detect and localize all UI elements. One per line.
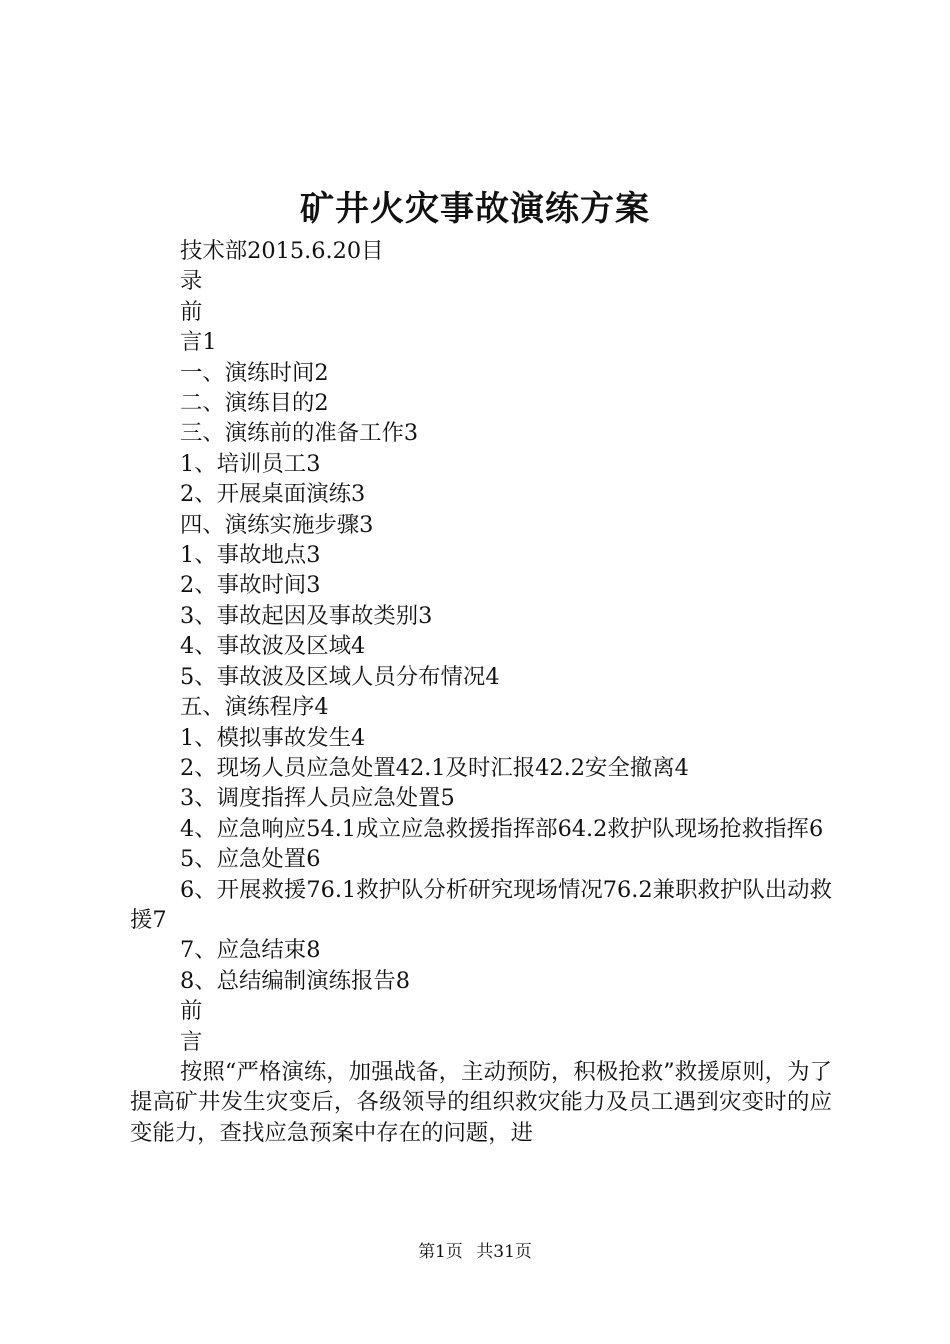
toc-line: 5、应急处置6	[180, 846, 321, 873]
toc-line: 3、调度指挥人员应急处置5	[180, 785, 455, 812]
toc-paragraph: 4、应急响应54.1成立应急救援指挥部64.2救护队现场抢救指挥6	[180, 815, 824, 842]
toc-line: 1、模拟事故发生4	[180, 724, 366, 751]
document-title: 矿井火灾事故演练方案	[300, 189, 650, 229]
page-total: 共31页	[476, 1242, 532, 1262]
toc-line: 3、事故起因及事故类别3	[180, 602, 433, 629]
toc-line: 5、事故波及区域人员分布情况4	[180, 663, 500, 690]
page-number: 第1页	[418, 1242, 463, 1262]
toc-line: 五、演练程序4	[180, 694, 329, 721]
toc-line: 前	[180, 298, 203, 325]
toc-line: 录	[180, 268, 203, 295]
body-paragraph: 按照“严格演练，加强战备，主动预防，积极抢救”救援原则，为了提高矿井发生灾变后，各级领导的组织救灾能力及员工遇到灾变时的应变能力，查找应急预案中存在的问题，进	[130, 1058, 832, 1146]
toc-line: 技术部2015.6.20目	[180, 238, 384, 264]
toc-line: 三、演练前的准备工作3	[180, 420, 419, 447]
document-body	[130, 236, 832, 1148]
section-heading: 前	[180, 998, 203, 1025]
toc-line: 7、应急结束8	[180, 937, 321, 964]
section-heading: 言	[180, 1028, 203, 1055]
toc-line: 四、演练实施步骤3	[180, 511, 374, 538]
toc-line: 1、培训员工3	[180, 450, 321, 477]
toc-line: 8、总结编制演练报告8	[180, 967, 411, 994]
toc-paragraph: 6、开展救援76.1救护队分析研究现场情况76.2兼职救护队出动救援7	[130, 876, 832, 933]
toc-line: 言1	[180, 329, 217, 356]
toc-line: 2、事故时间3	[180, 572, 321, 599]
toc-line: 一、演练时间2	[180, 359, 329, 386]
toc-line: 2、开展桌面演练3	[180, 481, 366, 508]
toc-line: 2、现场人员应急处置42.1及时汇报42.2安全撤离4	[180, 754, 689, 781]
toc-line: 1、事故地点3	[180, 542, 321, 569]
page-footer	[0, 1240, 950, 1264]
toc-line: 4、事故波及区域4	[180, 633, 366, 660]
toc-line: 二、演练目的2	[180, 390, 329, 417]
